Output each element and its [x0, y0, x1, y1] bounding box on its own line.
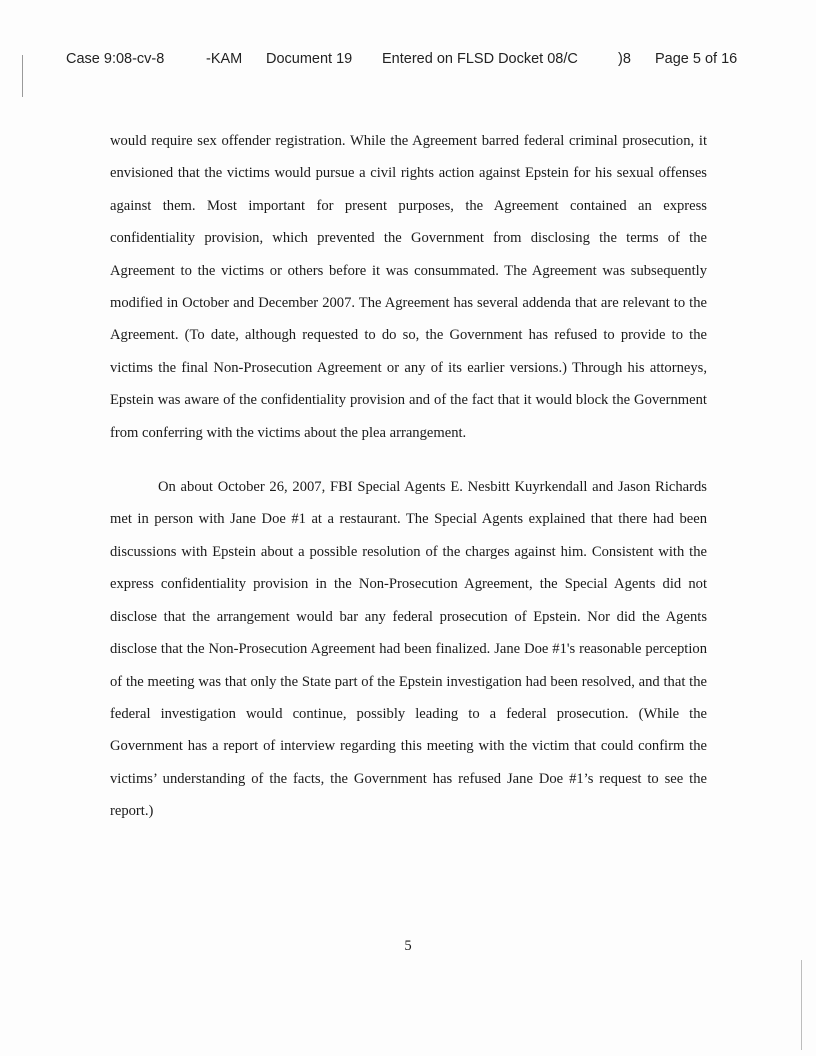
page-number: 5 [404, 938, 412, 954]
header-case-number: Case 9:08-cv-8 [66, 51, 165, 67]
paragraph-continuation: would require sex offender registration. While the Agreement barred federal criminal prosecution, it envisioned that the victims would pursue a civil rights action against Epstein for his sexual offenses against them. Most important for present purposes, the Agreement contained an express confidentiality provision, which prevented the Government from disclosing the terms of the Agreement to the victims or others before it was consummated. The Agreement was subsequently modified in October and December 2007. The Agreement has several addenda that are relevant to the Agreement. (To date, although requested to do so, the Government has refused to provide to the victims the final Non-Prosecution Agreement or any of its earlier versions.) Through his attorneys, Epstein was aware of the confidentiality provision and of the fact that it would block the Government from conferring with the victims about the plea arrangement. [110, 133, 707, 441]
header-judge-initials: -KAM [206, 51, 243, 67]
header-document-number: Document 19 [266, 51, 353, 67]
header-page-count: Page 5 of 16 [655, 51, 738, 67]
header-entered-on: Entered on FLSD Docket 08/C [382, 51, 578, 67]
paragraph-meeting: On about October 26, 2007, FBI Special Agents E. Nesbitt Kuyrkendall and Jason Richards met in person with Jane Doe #1 at a restaurant. The Special Agents explained that there had been discussions with Epstein about a possible resolution of the charges against him. Consistent with the express confidentiality provision in the Non-Prosecution Agreement, the Special Agents did not disclose that the arrangement would bar any federal prosecution of Epstein. Nor did the Agents disclose that the Non-Prosecution Agreement had been finalized. Jane Doe #1's reasonable perception of the meeting was that only the State part of the Epstein investigation had been resolved, and that the federal investigation would continue, possibly leading to a federal prosecution. (While the Government has a report of interview regarding this meeting with the victim that could confirm the victims’ understanding of the facts, the Government has refused Jane Doe #1’s request to see the report.) [110, 479, 707, 820]
scan-margin-mark [22, 55, 23, 97]
document-body [110, 125, 707, 828]
scan-edge-line [801, 960, 802, 1050]
header-date-fragment: )8 [618, 51, 631, 67]
docket-header [66, 51, 766, 71]
